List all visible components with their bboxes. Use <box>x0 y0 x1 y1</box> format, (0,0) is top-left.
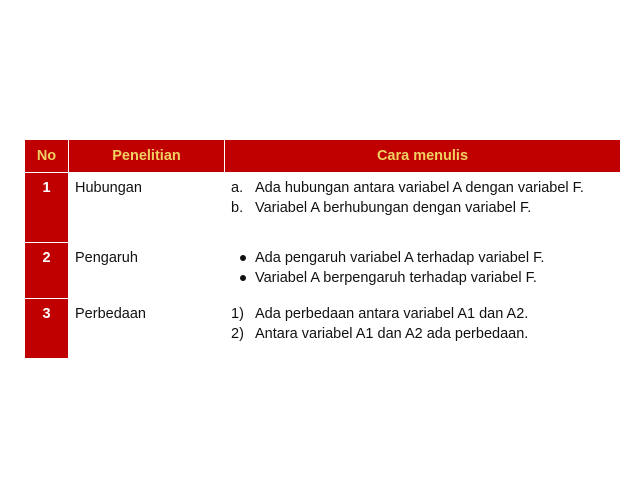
list-marker: b. <box>231 200 244 216</box>
list-marker: 1) <box>231 306 244 322</box>
list-item <box>231 198 614 218</box>
header-cara-menulis: Cara menulis <box>225 140 621 173</box>
bullet-icon <box>231 248 255 261</box>
bullet-icon <box>231 268 255 281</box>
row-number: 1 <box>25 173 69 243</box>
list-marker: 2) <box>231 326 244 342</box>
row-number: 2 <box>25 243 69 299</box>
list-item <box>231 248 614 268</box>
row-penelitian: Pengaruh <box>69 243 225 299</box>
row-penelitian: Perbedaan <box>69 299 225 359</box>
list-item-text: Ada perbedaan antara variabel A1 dan A2. <box>255 306 529 322</box>
list-item-text: Antara variabel A1 dan A2 ada perbedaan. <box>255 326 529 342</box>
row-cara-menulis <box>225 243 621 299</box>
list-marker: a. <box>231 180 244 196</box>
list-item <box>231 268 614 288</box>
list-item-text: Variabel A berpengaruh terhadap variabel F. <box>255 270 537 286</box>
row-number: 3 <box>25 299 69 359</box>
list-item <box>231 304 614 324</box>
table-row <box>25 173 621 243</box>
research-writing-table <box>24 139 621 359</box>
row-cara-menulis <box>225 173 621 243</box>
list-item <box>231 324 614 344</box>
row-penelitian: Hubungan <box>69 173 225 243</box>
row-cara-menulis <box>225 299 621 359</box>
header-no: No <box>25 140 69 173</box>
header-row <box>25 140 621 173</box>
header-penelitian: Penelitian <box>69 140 225 173</box>
list-item <box>231 178 614 198</box>
list-item-text: Ada hubungan antara variabel A dengan variabel F. <box>255 180 584 196</box>
list-item-text: Ada pengaruh variabel A terhadap variabel F. <box>255 250 545 266</box>
table-row <box>25 243 621 299</box>
list-item-text: Variabel A berhubungan dengan variabel F. <box>255 200 532 216</box>
table-row <box>25 299 621 359</box>
